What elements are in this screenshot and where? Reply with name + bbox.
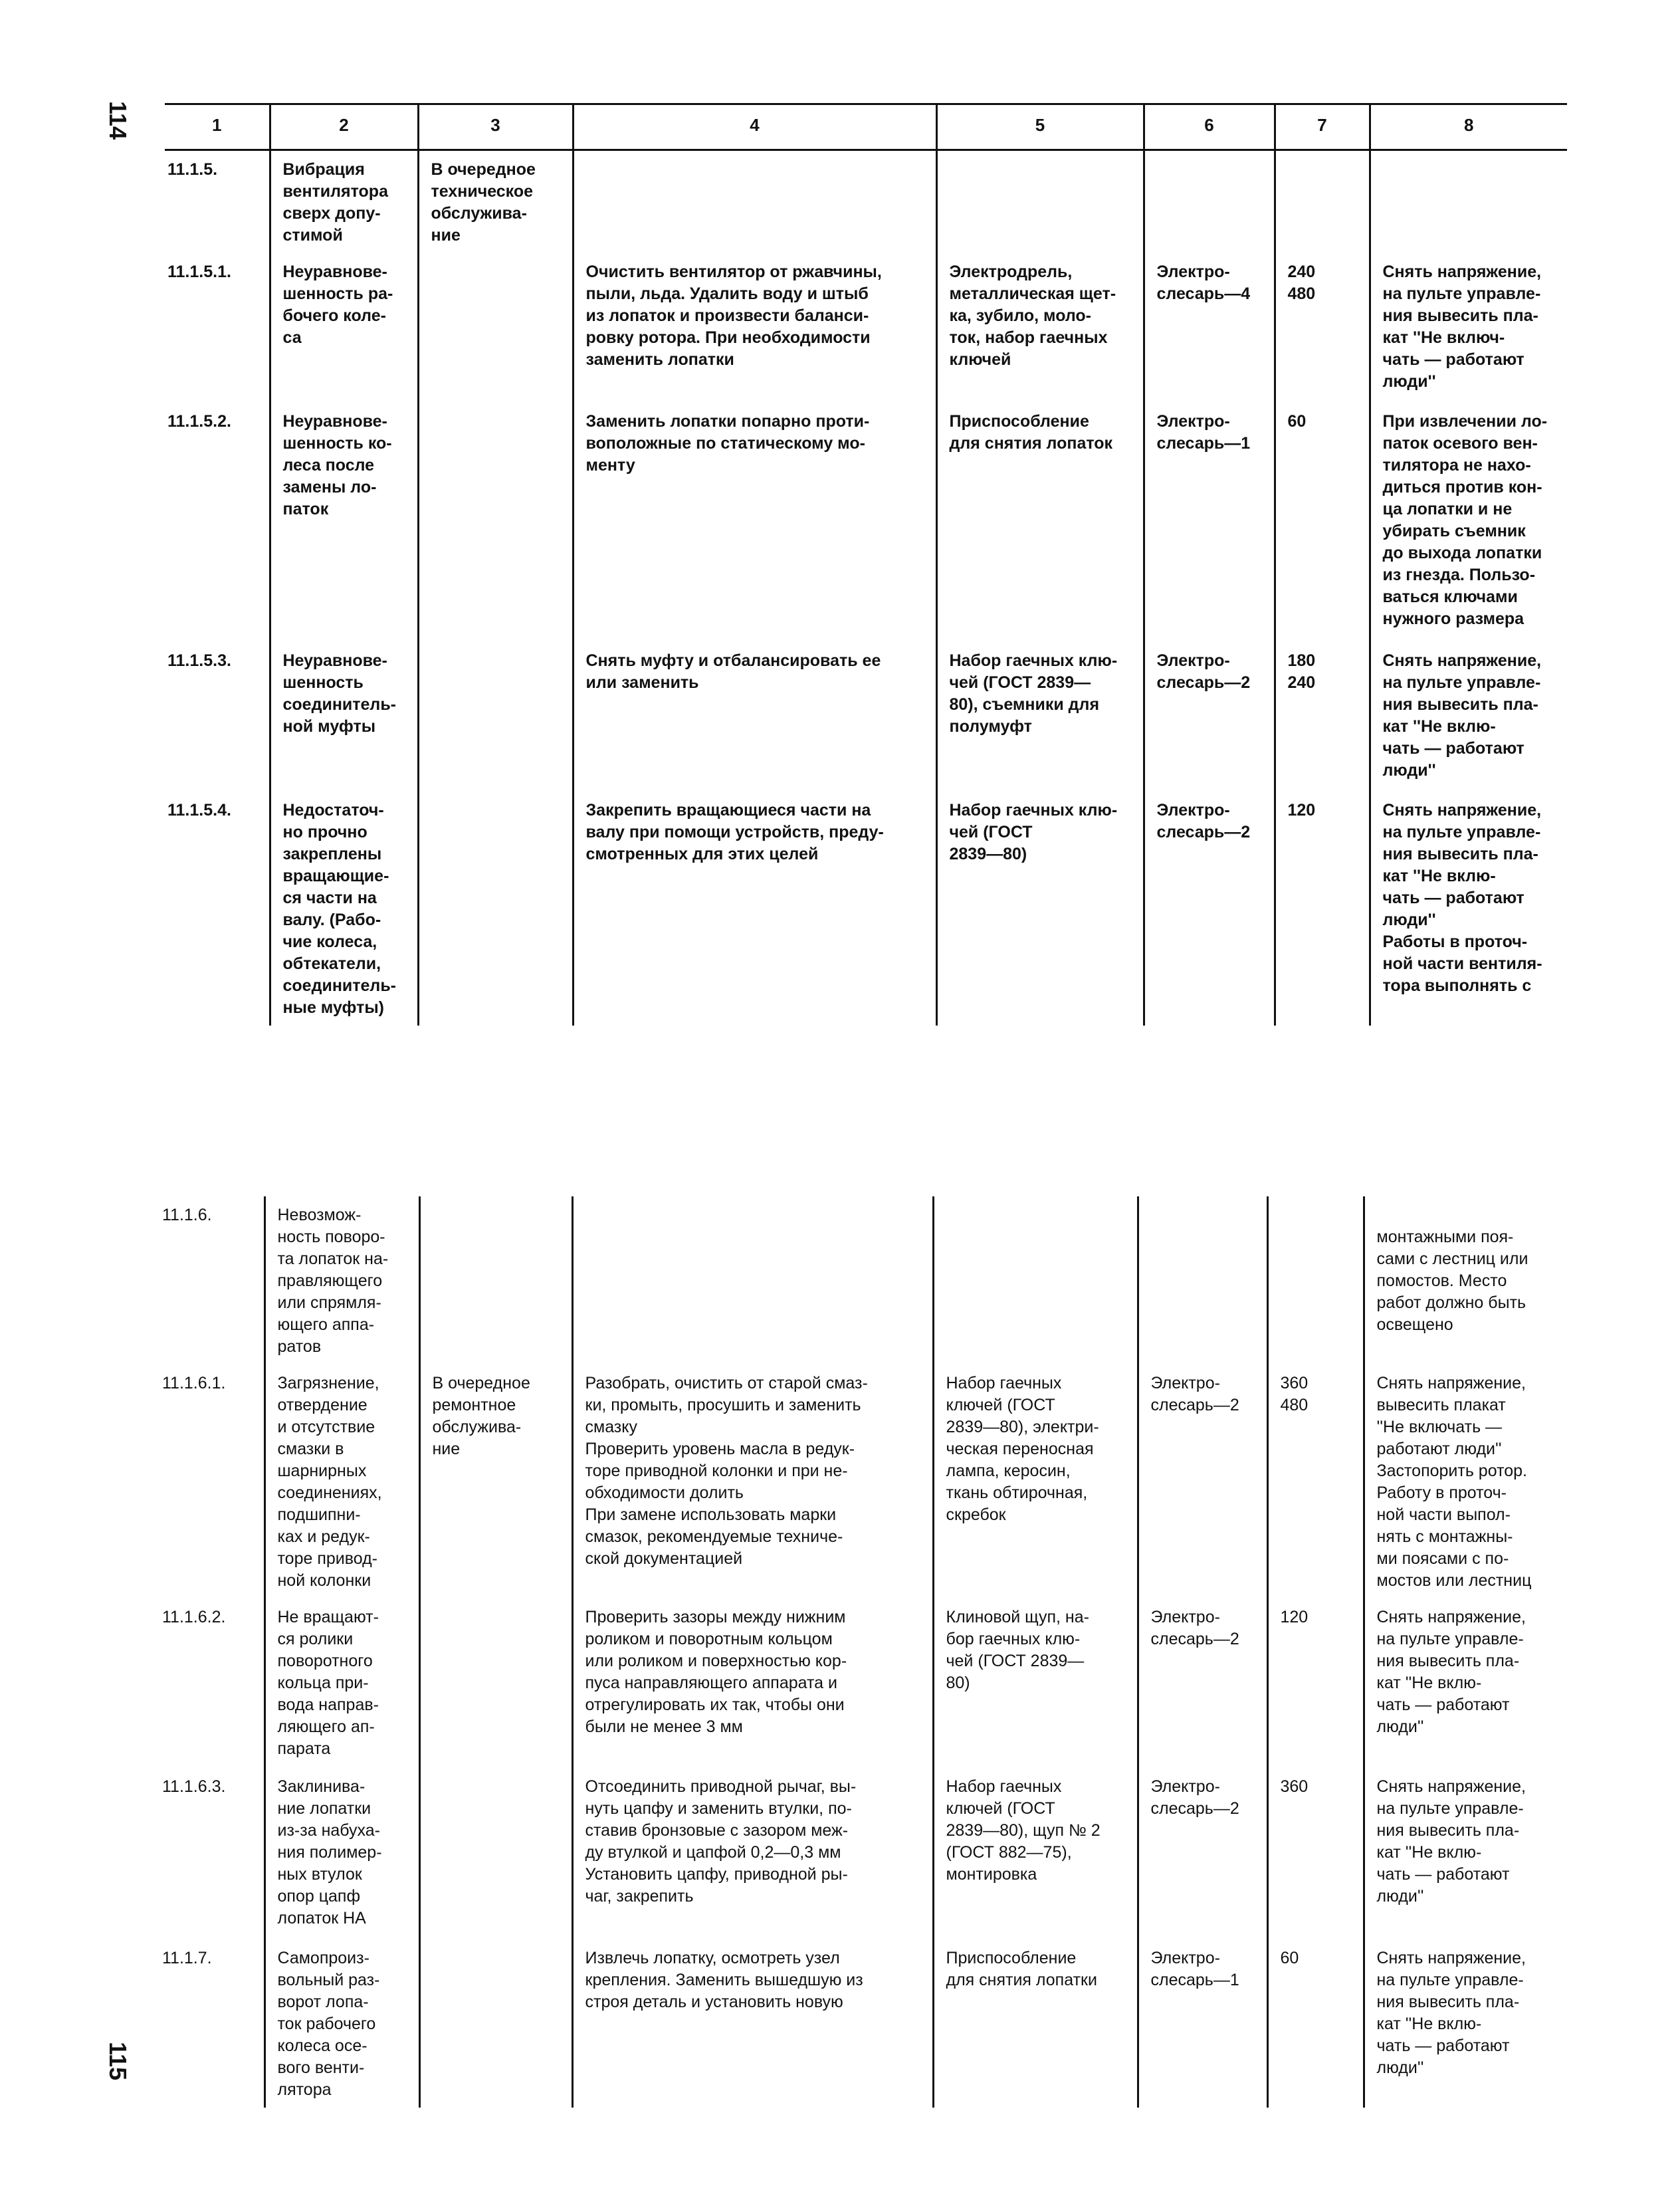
- cell-safety: При извлечении ло- паток осевого вен- тилятора не нахо- диться против кон- ца лопатки и не убирать съемник до выхода лопатки из гнезда. Пользо- ваться ключами нужного размера: [1370, 403, 1567, 642]
- cell-worker: [1138, 1196, 1267, 1365]
- cell-number: 11.1.5.4.: [167, 801, 231, 820]
- cell-maintenance-type: В очередное техническое обслужива- ние: [418, 150, 573, 254]
- cell-action: [573, 150, 936, 254]
- cell-worker: Электро- слесарь—2: [1144, 642, 1275, 792]
- cell-maintenance-type: [418, 253, 573, 403]
- cell-worker: Электро- слесарь—2: [1138, 1598, 1267, 1768]
- cell-maintenance-type: [419, 1598, 572, 1768]
- cell-tools: [936, 150, 1144, 254]
- col-header-8: 8: [1370, 104, 1567, 150]
- cell-worker: Электро- слесарь—1: [1138, 1939, 1267, 2108]
- cell-time: 180 240: [1275, 642, 1370, 792]
- cell-safety: Снять напряжение, на пульте управле- ния вывесить пла- кат ''Не вклю- чать — работают люди'': [1364, 1939, 1563, 2108]
- cell-time: [1267, 1196, 1364, 1365]
- cell-safety: монтажными поя- сами с лестниц или помостов. Место работ должно быть освещено: [1364, 1196, 1563, 1365]
- cell-tools: Приспособление для снятия лопатки: [933, 1939, 1138, 2108]
- cell-number: 11.1.5.: [167, 160, 218, 179]
- table-row: [159, 1768, 1563, 1939]
- table-row: [165, 403, 1567, 642]
- cell-time: 360 480: [1267, 1365, 1364, 1598]
- cell-safety: [1370, 150, 1567, 254]
- cell-fault: Неуравнове- шенность ко- леса после замены ло- паток: [270, 403, 418, 642]
- cell-action: Очистить вентилятор от ржавчины, пыли, льда. Удалить воду и штыб из лопаток и произвести баланси- ровку ротора. При необходимости заменить лопатки: [573, 253, 936, 403]
- header-row: [165, 104, 1567, 150]
- table-row: [159, 1598, 1563, 1768]
- cell-action: Разобрать, очистить от старой смаз- ки, промыть, просушить и заменить смазку Проверить уровень масла в редук- торе приводной колонки и при не- обходимости долить При замене использовать марки смазок, рекомендуемые техниче- ской документацией: [572, 1365, 933, 1598]
- cell-number: 11.1.6.2.: [162, 1608, 226, 1626]
- table-row: [165, 150, 1567, 254]
- cell-fault: Невозмож- ность поворо- та лопаток на- правляющего или спрямля- ющего аппа- ратов: [264, 1196, 419, 1365]
- cell-number: 11.1.6.1.: [162, 1374, 226, 1392]
- cell-safety: Снять напряжение, на пульте управле- ния вывесить пла- кат ''Не включ- чать — работают люди'': [1370, 253, 1567, 403]
- cell-action: [572, 1196, 933, 1365]
- cell-action: Проверить зазоры между нижним роликом и поворотным кольцом или роликом и поверхностью кор- пуса направляющего аппарата и отрегулировать их так, чтобы они были не менее 3 мм: [572, 1598, 933, 1768]
- cell-time: 120: [1267, 1598, 1364, 1768]
- cell-tools: Набор гаечных ключей (ГОСТ 2839—80), щуп № 2 (ГОСТ 882—75), монтировка: [933, 1768, 1138, 1939]
- cell-safety: Снять напряжение, на пульте управле- ния вывесить пла- кат ''Не вклю- чать — работают люди'' Работы в проточ- ной части вентиля- тора выполнять с: [1370, 792, 1567, 1026]
- table-row: [159, 1196, 1563, 1365]
- cell-worker: Электро- слесарь—2: [1138, 1768, 1267, 1939]
- cell-worker: Электро- слесарь—2: [1144, 792, 1275, 1026]
- cell-number: 11.1.7.: [162, 1949, 212, 1967]
- cell-fault: Неуравнове- шенность ра- бочего коле- са: [270, 253, 418, 403]
- cell-fault: Самопроиз- вольный раз- ворот лопа- ток рабочего колеса осе- вого венти- лятора: [264, 1939, 419, 2108]
- cell-tools: Набор гаечных клю- чей (ГОСТ 2839—80): [936, 792, 1144, 1026]
- cell-fault: Загрязнение, отвердение и отсутствие смазки в шарнирных соединениях, подшипни- ках и редук- торе привод- ной колонки: [264, 1365, 419, 1598]
- cell-safety: Снять напряжение, на пульте управле- ния вывесить пла- кат ''Не вклю- чать — работают люди'': [1364, 1598, 1563, 1768]
- cell-maintenance-type: [418, 792, 573, 1026]
- col-header-7: 7: [1275, 104, 1370, 150]
- maintenance-table-bottom: [159, 1196, 1563, 2108]
- cell-number: 11.1.5.3.: [167, 651, 231, 670]
- cell-action: Снять муфту и отбалансировать ее или заменить: [573, 642, 936, 792]
- cell-fault: Неуравнове- шенность соединитель- ной муфты: [270, 642, 418, 792]
- cell-number: 11.1.5.1.: [167, 263, 231, 281]
- cell-tools: Электродрель, металлическая щет- ка, зубило, моло- ток, набор гаечных ключей: [936, 253, 1144, 403]
- cell-maintenance-type: [419, 1196, 572, 1365]
- cell-time: 60: [1267, 1939, 1364, 2108]
- cell-worker: Электро- слесарь—2: [1138, 1365, 1267, 1598]
- cell-action: Заменить лопатки попарно проти- воположные по статическому мо- менту: [573, 403, 936, 642]
- cell-maintenance-type: [419, 1768, 572, 1939]
- cell-action: Закрепить вращающиеся части на валу при помощи устройств, преду- смотренных для этих целей: [573, 792, 936, 1026]
- table-row: [165, 642, 1567, 792]
- cell-safety: Снять напряжение, вывесить плакат ''Не включать — работают люди'' Застопорить ротор. Работу в проточ- ной части выпол- нять с монтажны- ми поясами с по- мостов или лестниц: [1364, 1365, 1563, 1598]
- cell-tools: Приспособление для снятия лопаток: [936, 403, 1144, 642]
- cell-maintenance-type: [418, 403, 573, 642]
- cell-tools: Набор гаечных ключей (ГОСТ 2839—80), электри- ческая переносная лампа, керосин, ткань обтирочная, скребок: [933, 1365, 1138, 1598]
- cell-time: 360: [1267, 1768, 1364, 1939]
- cell-maintenance-type: [418, 642, 573, 792]
- cell-maintenance-type: В очередное ремонтное обслужива- ние: [419, 1365, 572, 1598]
- cell-fault: Заклинива- ние лопатки из-за набуха- ния полимер- ных втулок опор цапф лопаток НА: [264, 1768, 419, 1939]
- col-header-3: 3: [418, 104, 573, 150]
- table-row: [165, 253, 1567, 403]
- cell-maintenance-type: [419, 1939, 572, 2108]
- maintenance-table-top: [165, 103, 1567, 1026]
- table-row: [159, 1939, 1563, 2108]
- cell-fault: Не вращают- ся ролики поворотного кольца при- вода направ- ляющего ап- парата: [264, 1598, 419, 1768]
- table-row: [159, 1365, 1563, 1598]
- cell-fault: Недостаточ- но прочно закреплены вращающие- ся части на валу. (Рабо- чие колеса, обтекатели, соединитель- ные муфты): [270, 792, 418, 1026]
- cell-fault: Вибрация вентилятора сверх допу- стимой: [270, 150, 418, 254]
- cell-number: 11.1.6.: [162, 1206, 212, 1224]
- cell-worker: [1144, 150, 1275, 254]
- cell-number: 11.1.6.3.: [162, 1777, 226, 1796]
- table-row: [165, 792, 1567, 1026]
- cell-safety: Снять напряжение, на пульте управле- ния вывесить пла- кат ''Не вклю- чать — работают люди'': [1370, 642, 1567, 792]
- cell-number: 11.1.5.2.: [167, 412, 231, 431]
- cell-action: Извлечь лопатку, осмотреть узел крепления. Заменить вышедшую из строя деталь и установить новую: [572, 1939, 933, 2108]
- page-number-bottom: 115: [104, 2041, 132, 2081]
- cell-action: Отсоединить приводной рычаг, вы- нуть цапфу и заменить втулки, по- ставив бронзовые с зазором меж- ду втулкой и цапфой 0,2—0,3 мм Установить цапфу, приводной ры- чаг, закрепить: [572, 1768, 933, 1939]
- cell-safety: Снять напряжение, на пульте управле- ния вывесить пла- кат ''Не вклю- чать — работают люди'': [1364, 1768, 1563, 1939]
- cell-time: 60: [1275, 403, 1370, 642]
- cell-time: 240 480: [1275, 253, 1370, 403]
- col-header-6: 6: [1144, 104, 1275, 150]
- cell-tools: Набор гаечных клю- чей (ГОСТ 2839— 80), съемники для полумуфт: [936, 642, 1144, 792]
- col-header-5: 5: [936, 104, 1144, 150]
- cell-time: 120: [1275, 792, 1370, 1026]
- col-header-1: 1: [165, 104, 270, 150]
- cell-worker: Электро- слесарь—4: [1144, 253, 1275, 403]
- col-header-4: 4: [573, 104, 936, 150]
- cell-tools: Клиновой щуп, на- бор гаечных клю- чей (ГОСТ 2839— 80): [933, 1598, 1138, 1768]
- cell-worker: Электро- слесарь—1: [1144, 403, 1275, 642]
- cell-time: [1275, 150, 1370, 254]
- page-number-top: 114: [104, 100, 132, 140]
- cell-tools: [933, 1196, 1138, 1365]
- col-header-2: 2: [270, 104, 418, 150]
